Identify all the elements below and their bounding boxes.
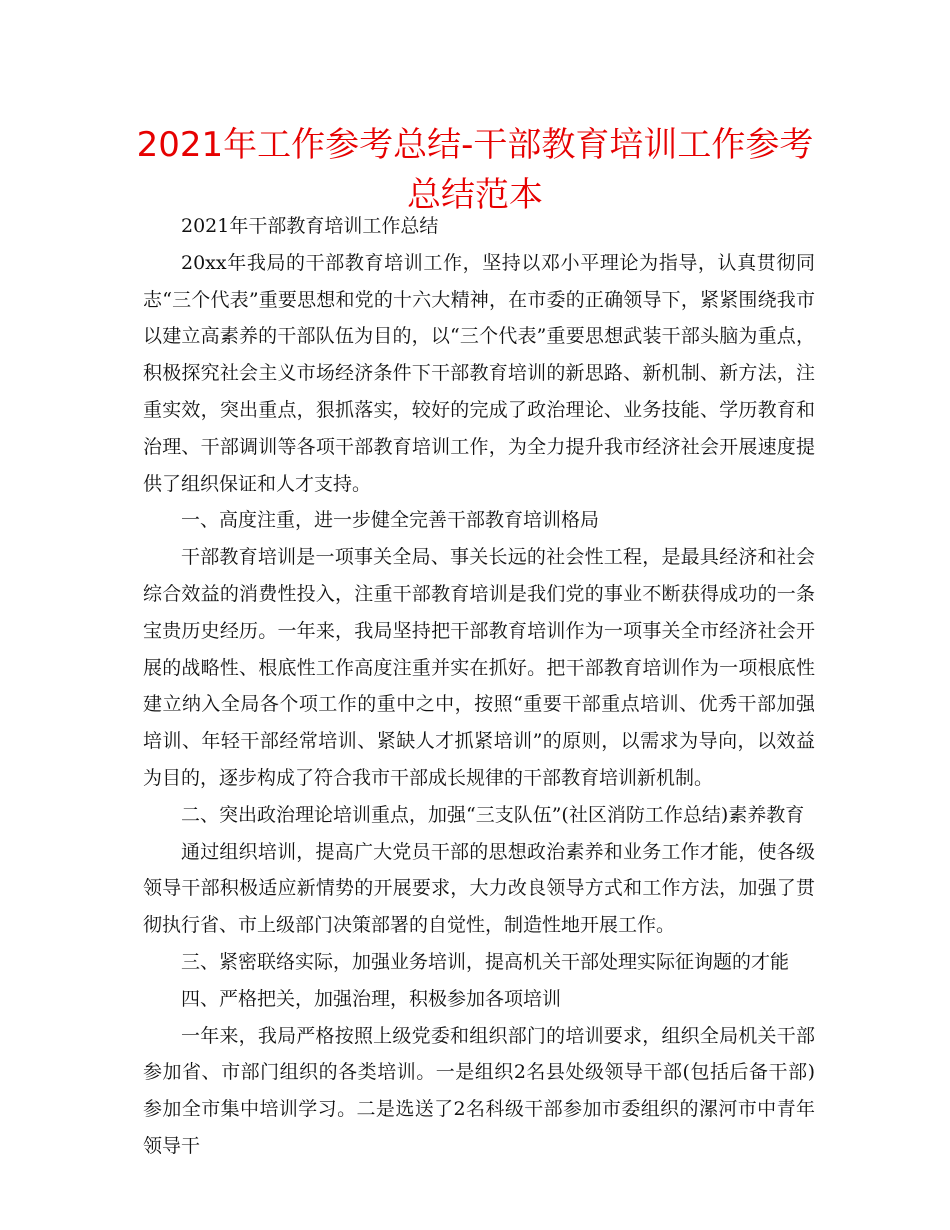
document-body bbox=[143, 208, 815, 1165]
paragraph: 一年来，我局严格按照上级党委和组织部门的培训要求，组织全局机关干部参加省、市部门组织的各类培训。一是组织2名县处级领导干部(包括后备干部)参加全市集中培训学习。二是选送了2名科级干部参加市委组织的漯河市中青年领导干 bbox=[143, 1024, 815, 1157]
section-heading: 四、严格把关，加强治理，积极参加各项培训 bbox=[181, 987, 562, 1010]
paragraph: 20xx年我局的干部教育培训工作，坚持以邓小平理论为指导，认真贯彻同志“三个代表”重要思想和党的十六大精神，在市委的正确领导下，紧紧围绕我市以建立高素养的干部队伍为目的，以“三个代表”重要思想武装干部头脑为重点，积极探究社会主义市场经济条件下干部教育培训的新思路、新机制、新方法，注重实效，突出重点，狠抓落实，较好的完成了政治理论、业务技能、学历教育和治理、干部调训等各项干部教育培训工作，为全力提升我市经济社会开展速度提供了组织保证和人才支持。 bbox=[143, 251, 815, 495]
section-heading: 二、突出政治理论培训重点，加强“三支队伍”(社区消防工作总结)素养教育 bbox=[181, 803, 805, 826]
paragraph-subtitle: 2021年干部教育培训工作总结 bbox=[181, 215, 439, 237]
paragraph: 通过组织培训，提高广大党员干部的思想政治素养和业务工作才能，使各级领导干部积极适应新情势的开展要求，大力改良领导方式和工作方法，加强了贯彻执行省、市上级部门决策部署的自觉性，制造性地开展工作。 bbox=[143, 840, 815, 937]
section-heading: 三、紧密联络实际，加强业务培训，提高机关干部处理实际征询题的才能 bbox=[181, 950, 790, 973]
section-heading: 一、高度注重，进一步健全完善干部教育培训格局 bbox=[181, 509, 600, 532]
document-title: 2021年工作参考总结-干部教育培训工作参考总结范本 bbox=[136, 125, 814, 215]
paragraph: 干部教育培训是一项事关全局、事关长远的社会性工程，是最具经济和社会综合效益的消费性投入，注重干部教育培训是我们党的事业不断获得成功的一条宝贵历史经历。一年来，我局坚持把干部教育培训作为一项事关全市经济社会开展的战略性、根底性工作高度注重并实在抓好。把干部教育培训作为一项根底性建立纳入全局各个项工作的重中之中，按照“重要干部重点培训、优秀干部加强培训、年轻干部经常培训、紧缺人才抓紧培训”的原则，以需求为导向，以效益为目的，逐步构成了符合我市干部成长规律的干部教育培训新机制。 bbox=[143, 546, 815, 789]
